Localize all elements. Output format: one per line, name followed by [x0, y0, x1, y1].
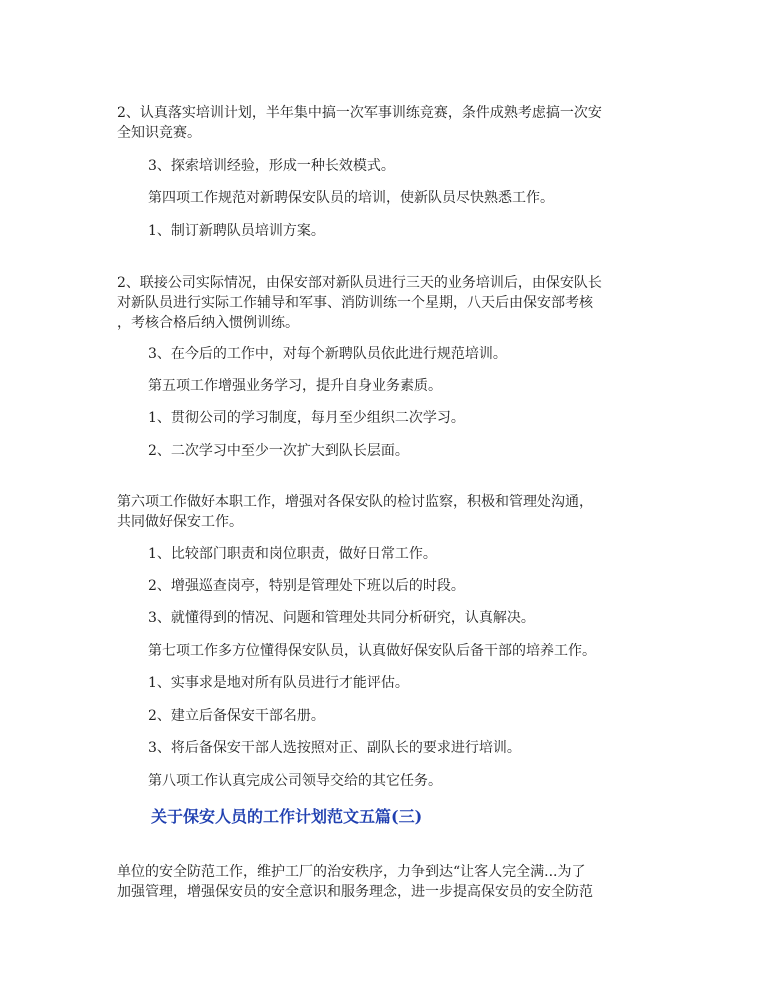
- text-line: 单位的安全防范工作，维护工厂的治安秩序，力争到达“让客人完全满...为了: [117, 864, 586, 880]
- paragraph-assessment: [148, 673, 409, 693]
- text-line: 2、建立后备保安干部名册。: [148, 708, 325, 724]
- text-line: 2、联接公司实际情况，由保安部对新队员进行三天的业务培训后，由保安队长: [117, 275, 602, 291]
- text-line: 第四项工作规范对新聘保安队员的培训，使新队员尽快熟悉工作。: [148, 190, 554, 206]
- section-heading: 关于保安人员的工作计划范文五篇(三): [151, 807, 423, 826]
- text-line: 第八项工作认真完成公司领导交给的其它任务。: [148, 773, 442, 789]
- text-line: 1、实事求是地对所有队员进行才能评估。: [148, 675, 409, 691]
- paragraph-study-system: [148, 408, 465, 428]
- text-line: 1、比较部门职责和岗位职责，做好日常工作。: [148, 546, 437, 562]
- text-line: 2、增强巡查岗亭，特别是管理处下班以后的时段。: [148, 578, 465, 594]
- paragraph-security-intro: [117, 862, 593, 902]
- text-line: 第六项工作做好本职工作，增强对各保安队的检讨监察，积极和管理处沟通，: [117, 494, 593, 510]
- paragraph-analysis: [148, 608, 535, 628]
- text-line: 2、二次学习中至少一次扩大到队长层面。: [148, 443, 409, 459]
- text-line: 加强管理，增强保安员的安全意识和服务理念，进一步提高保安员的安全防范: [117, 884, 593, 900]
- text-line: 对新队员进行实际工作辅导和军事、消防训练一个星期，八天后由保安部考核: [117, 295, 593, 311]
- text-line: 3、就懂得到的情况、问题和管理处共同分析研究，认真解决。: [148, 610, 535, 626]
- paragraph-reserve-roster: [148, 706, 325, 726]
- paragraph-new-recruit-training: [117, 273, 602, 333]
- text-line: 第五项工作增强业务学习，提升自身业务素质。: [148, 378, 442, 394]
- paragraph-reserve-training: [148, 738, 521, 758]
- paragraph-item-four: [148, 188, 554, 208]
- text-line: 3、探索培训经验，形成一种长效模式。: [148, 158, 395, 174]
- paragraph-item-seven: [148, 641, 596, 661]
- text-line: 全知识竞赛。: [117, 125, 201, 141]
- paragraph-standard-training: [148, 344, 507, 364]
- text-line: ，考核合格后纳入惯例训练。: [117, 315, 299, 331]
- text-line: 第七项工作多方位懂得保安队员，认真做好保安队后备干部的培养工作。: [148, 643, 596, 659]
- paragraph-item-five: [148, 376, 442, 396]
- paragraph-duties: [148, 544, 437, 564]
- text-line: 共同做好保安工作。: [117, 514, 243, 530]
- text-line: 1、制订新聘队员培训方案。: [148, 223, 325, 239]
- paragraph-training-plan: [117, 103, 602, 143]
- paragraph-patrol: [148, 576, 465, 596]
- text-line: 2、认真落实培训计划，半年集中搞一次军事训练竞赛，条件成熟考虑搞一次安: [117, 105, 602, 121]
- paragraph-item-eight: [148, 771, 442, 791]
- text-line: 1、贯彻公司的学习制度，每月至少组织二次学习。: [148, 410, 465, 426]
- paragraph-new-recruit-plan: [148, 221, 325, 241]
- paragraph-training-experience: [148, 156, 395, 176]
- text-line: 3、在今后的工作中，对每个新聘队员依此进行规范培训。: [148, 346, 507, 362]
- paragraph-item-six: [117, 492, 593, 532]
- text-line: 3、将后备保安干部人选按照对正、副队长的要求进行培训。: [148, 740, 521, 756]
- paragraph-study-scope: [148, 441, 409, 461]
